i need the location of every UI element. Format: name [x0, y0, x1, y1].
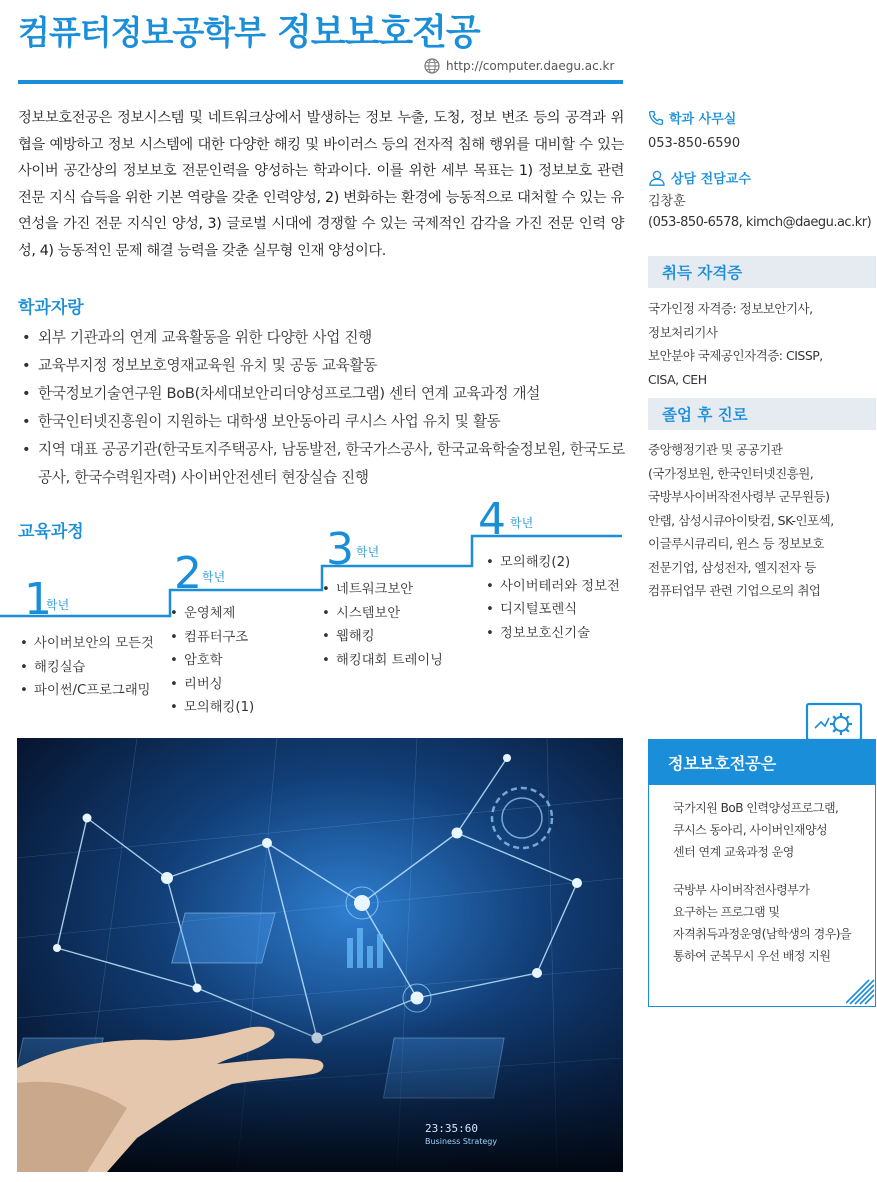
- header-divider: [18, 80, 623, 84]
- list-item: • 리버싱: [168, 673, 254, 697]
- list-item: • 한국정보기술연구원 BoB(차세대보안리더양성프로그램) 센터 연계 교육과정 개설: [18, 380, 628, 408]
- certificates-text: [648, 297, 876, 391]
- certificates-heading: 취득 자격증: [648, 256, 876, 288]
- list-item: • 모의해킹(1): [168, 696, 254, 720]
- year-2-courses: [168, 602, 254, 720]
- list-item: 국가인정 자격증: 정보보안기사,: [648, 301, 813, 316]
- list-item: 쿠시스 동아리, 사이버인재양성: [673, 823, 828, 837]
- list-item: • 지역 대표 공공기관(한국토지주택공사, 남동발전, 한국가스공사, 한국교육학술정보원, 한국도로공사, 한국수력원자력) 사이버안전센터 현장실습 진행: [18, 436, 628, 492]
- list-item: • 외부 기관과의 연계 교육활동을 위한 다양한 사업 진행: [18, 324, 628, 352]
- year-4-courses: [484, 551, 620, 645]
- info-paragraph-2: [673, 879, 851, 967]
- corner-stripes-icon: [846, 976, 876, 1006]
- advisor-label: 상담 전담교수: [671, 172, 751, 187]
- info-box-body: [648, 785, 876, 1007]
- office-phone: 053-850-6590: [648, 136, 741, 151]
- list-item: • 해킹대회 트레이닝: [320, 649, 443, 673]
- office-heading: [648, 108, 876, 127]
- list-item: 안랩, 삼성시큐아이탓컴, SK-인포섹,: [648, 512, 834, 528]
- list-item: 전문기업, 삼성전자, 엘지전자 등: [648, 559, 816, 575]
- list-item: • 모의해킹(2): [484, 551, 620, 575]
- list-item: • 디지털포렌식: [484, 598, 620, 622]
- list-item: • 해킹실습: [18, 656, 154, 680]
- list-item: 국방부 사이버작전사령부가: [673, 883, 810, 897]
- office-contact: [648, 108, 876, 154]
- careers-text: [648, 438, 876, 603]
- advisor-contact: [648, 168, 876, 233]
- info-paragraph-1: [673, 797, 838, 863]
- globe-icon: [424, 58, 440, 74]
- list-item: 중앙행정기관 및 공공기관: [648, 442, 783, 457]
- office-label: 학과 사무실: [669, 112, 737, 127]
- list-item: CISA, CEH: [648, 371, 707, 387]
- year-1-number: 1: [24, 574, 52, 625]
- list-item: 정보처리기사: [648, 324, 718, 340]
- list-item: 자격취득과정운영(남학생의 경우)을: [673, 927, 852, 941]
- careers-heading: 졸업 후 진로: [648, 398, 876, 430]
- list-item: 보안분야 국제공인자격증: CISSP,: [648, 348, 823, 363]
- list-item: • 네트워크보안: [320, 578, 443, 602]
- overlay-label: Business Strategy: [425, 1137, 498, 1146]
- phone-icon: [648, 110, 664, 126]
- list-item: • 운영체제: [168, 602, 254, 626]
- advisor-info: (053-850-6578, kimch@daegu.ac.kr): [648, 215, 872, 230]
- pride-list: [18, 324, 628, 492]
- list-item: • 사이버테러와 정보전: [484, 575, 620, 599]
- list-item: 센터 연계 교육과정 운영: [673, 845, 794, 859]
- overlay-time: 23:35:60: [425, 1122, 478, 1135]
- info-box: [648, 739, 876, 1007]
- intro-paragraph: 정보보호전공은 정보시스템 및 네트워크상에서 발생하는 정보 누출, 도청, 정보 변조 등의 공격과 위협을 예방하고 정보 시스템에 대한 다양한 해킹 및 바이러스 등의 전자적 침해 행위를 대비할 수 있는 사이버 공간상의 정보보호 전문인력을 양성하는 학과이다. 이를 위한 세부 목표는 1) 정보보호 관련 전문 지식 습득을 위한 기본 역량을 갖춘 인력양성, 2) 변화하는 환경에 능동적으로 대처할 수 있는 유연성을 가진 전문 지식인 양성, 3) 글로벌 시대에 경쟁할 수 있는 국제적인 감각을 가진 전문 인력 양성, 4) 능동적인 문제 해결 능력을 갖춘 실무형 인재 양성이다.: [18, 110, 624, 259]
- website-link[interactable]: [424, 58, 614, 74]
- year-3-courses: [320, 578, 443, 672]
- list-item: • 한국인터넷진흥원이 지원하는 대학생 보안동아리 쿠시스 사업 유치 및 활동: [18, 408, 628, 436]
- list-item: 컴퓨터업무 관련 기업으로의 취업: [648, 583, 821, 598]
- list-item: • 교육부지정 정보보호영재교육원 유치 및 공동 교육활동: [18, 352, 628, 380]
- list-item: 통하여 군복무시 우선 배정 지원: [673, 949, 831, 963]
- year-1-courses: [18, 632, 154, 703]
- year-3-number: 3: [326, 524, 354, 575]
- list-item: • 컴퓨터구조: [168, 626, 254, 650]
- list-item: • 시스템보안: [320, 602, 443, 626]
- list-item: (국가정보원, 한국인터넷진흥원,: [648, 465, 814, 481]
- page-title: [18, 4, 480, 60]
- advisor-name: 김창훈: [648, 194, 686, 209]
- list-item: 국방부사이버작전사령부 군무원등): [648, 489, 830, 504]
- list-item: • 파이썬/C프로그래밍: [18, 679, 154, 703]
- list-item: • 웹해킹: [320, 625, 443, 649]
- year-4-number: 4: [478, 494, 506, 545]
- list-item: • 사이버보안의 모든것: [18, 632, 154, 656]
- year-2-number: 2: [174, 548, 202, 599]
- year-2-label: 학년: [202, 570, 226, 584]
- network-illustration: [17, 738, 623, 1172]
- advisor-heading: [648, 168, 876, 187]
- major-name: 정보보호전공: [277, 12, 480, 53]
- dept-name: 컴퓨터정보공학부: [18, 13, 266, 52]
- list-item: • 정보보호신기술: [484, 622, 620, 646]
- pride-heading: 학과자랑: [18, 298, 84, 318]
- list-item: 이글루시큐리티, 윈스 등 정보보호: [648, 536, 824, 551]
- website-url[interactable]: http://computer.daegu.ac.kr: [446, 59, 615, 73]
- info-box-title: 정보보호전공은: [648, 739, 876, 785]
- year-4-label: 학년: [510, 516, 534, 530]
- year-1-label: 학년: [46, 598, 70, 612]
- list-item: 국가지원 BoB 인력양성프로그램,: [673, 801, 839, 815]
- list-item: 요구하는 프로그램 및: [673, 905, 780, 919]
- person-icon: [648, 170, 666, 186]
- list-item: • 암호학: [168, 649, 254, 673]
- cyber-network-photo: [17, 738, 623, 1172]
- year-3-label: 학년: [356, 545, 380, 559]
- curriculum-heading: 교육과정: [18, 522, 84, 542]
